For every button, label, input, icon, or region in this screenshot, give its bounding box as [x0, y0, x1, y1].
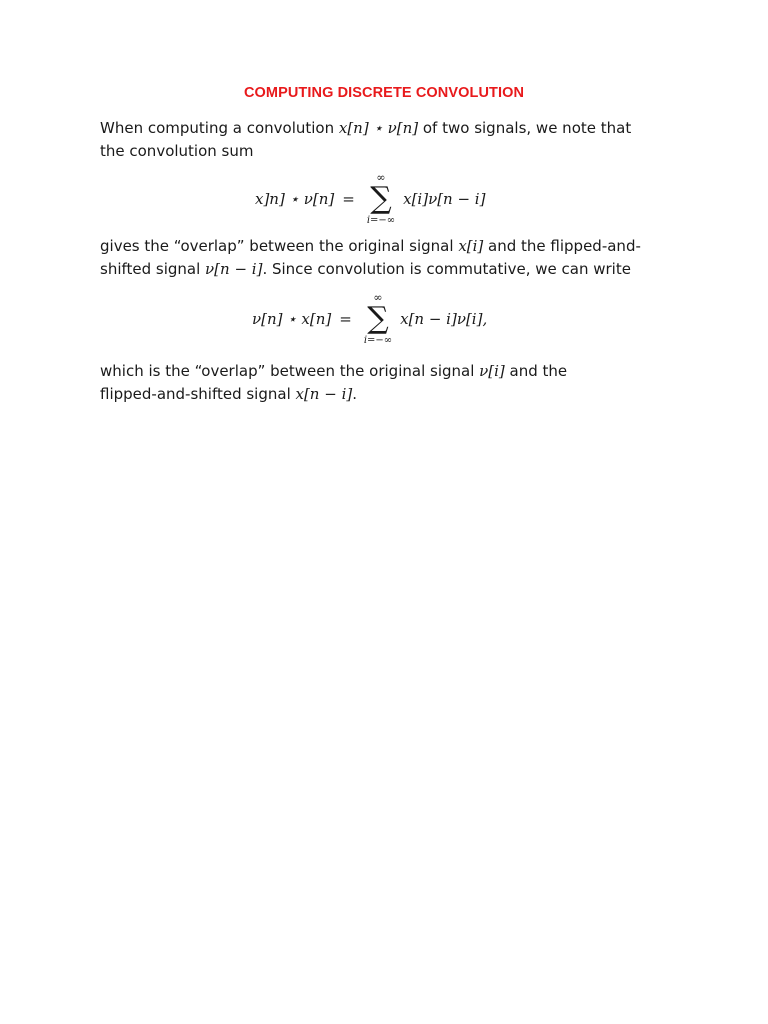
paragraph-conclusion-line-1 [100, 360, 660, 383]
equation-equals: = [339, 310, 352, 328]
summation [367, 172, 395, 226]
math-inline: ν[i] [479, 362, 505, 380]
text-fragment: shifted signal [100, 260, 206, 278]
summation-upper-limit: ∞ [376, 171, 386, 184]
paragraph-overlap [100, 235, 660, 281]
summation-symbol: ∑ [370, 181, 392, 216]
text-fragment: . Since convolution is commutative, we can write [262, 260, 631, 278]
paragraph-overlap-line-1 [100, 235, 660, 258]
summation-upper-limit: ∞ [373, 291, 383, 304]
equation-lhs: x]n] ⋆ ν[n] [255, 190, 335, 208]
paragraph-intro-line-2: the convolution sum [100, 142, 254, 160]
text-fragment: flipped-and-shifted signal [100, 385, 296, 403]
math-inline: x[i] [458, 237, 484, 255]
math-inline: x[n − i] [295, 385, 353, 403]
equation-equals: = [342, 190, 355, 208]
summation [364, 292, 392, 346]
equation-commutative [252, 292, 487, 346]
equation-convolution-sum [255, 172, 485, 226]
text-fragment: which is the “overlap” between the original signal [100, 362, 480, 380]
page-title: COMPUTING DISCRETE CONVOLUTION [243, 85, 525, 101]
paragraph-intro-line-1 [100, 117, 660, 140]
summation-lower-limit: i=−∞ [366, 215, 396, 226]
text-fragment: When computing a convolution [100, 119, 339, 137]
summation-lower-limit: i=−∞ [363, 335, 393, 346]
equation-rhs: x[i]ν[n − i] [403, 190, 486, 208]
text-fragment: and the flipped-and- [483, 237, 641, 255]
equation-rhs: x[n − i]ν[i], [400, 310, 488, 328]
text-fragment: and the [504, 362, 568, 380]
text-fragment: . [352, 385, 358, 403]
text-fragment: of two signals, we note that [418, 119, 632, 137]
text-fragment: gives the “overlap” between the original signal [100, 237, 459, 255]
paragraph-conclusion [100, 360, 660, 406]
equation-lhs: ν[n] ⋆ x[n] [252, 310, 332, 328]
paragraph-intro [100, 117, 660, 163]
summation-symbol: ∑ [367, 301, 389, 336]
math-inline: ν[n − i] [205, 260, 263, 278]
paragraph-conclusion-line-2 [100, 383, 660, 406]
paragraph-overlap-line-2 [100, 258, 660, 281]
math-inline: x[n] ⋆ ν[n] [338, 119, 419, 137]
